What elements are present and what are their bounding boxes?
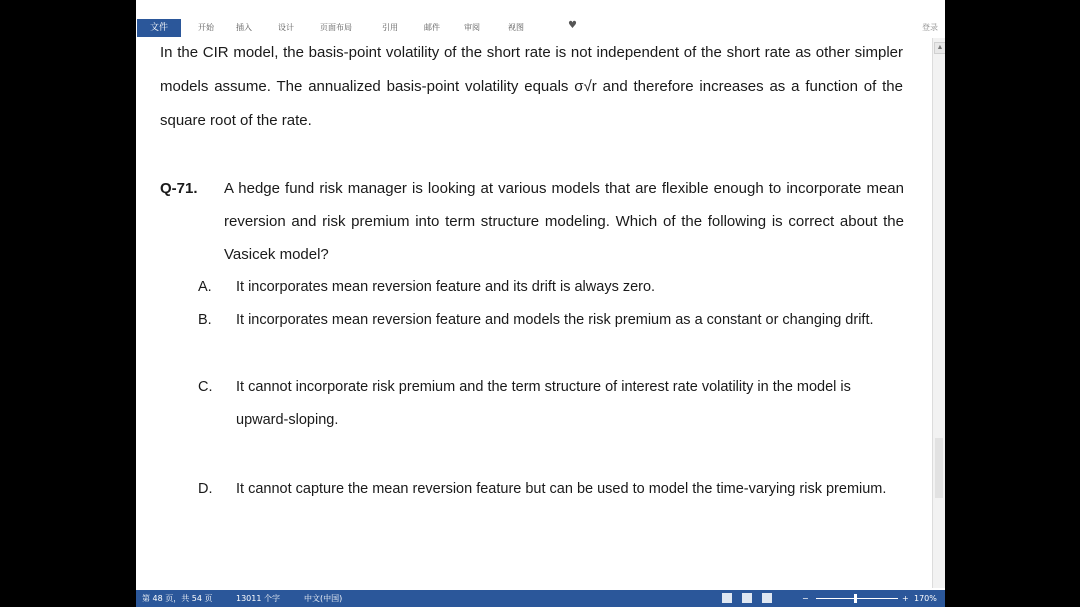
scroll-up-icon[interactable]: ▲ <box>934 42 945 54</box>
word-count[interactable]: 13011 个字 <box>236 594 280 603</box>
option-b-letter: B. <box>198 312 212 328</box>
zoom-slider[interactable] <box>816 598 898 599</box>
tell-me-icon[interactable]: ♥ <box>568 20 577 31</box>
question-text: A hedge fund risk manager is looking at various models that are flexible enough to incorporate mean reversion and risk premium into term structure modeling. Which of the following is correct about the Vasicek model? <box>224 180 904 263</box>
scrollbar-thumb[interactable] <box>935 438 943 498</box>
option-a-text: It incorporates mean reversion feature and its drift is always zero. <box>236 279 656 295</box>
tab-insert[interactable]: 插入 <box>236 23 252 32</box>
tab-view[interactable]: 视图 <box>508 23 524 32</box>
tab-layout[interactable]: 页面布局 <box>320 23 352 32</box>
zoom-level[interactable]: 170% <box>914 594 937 603</box>
zoom-out-icon[interactable]: − <box>802 594 809 603</box>
option-c-text: It cannot incorporate risk premium and the term structure of interest rate volatility in the model is upward-sloping. <box>236 379 851 428</box>
document-body <box>160 36 905 497</box>
status-bar <box>136 590 945 607</box>
tab-references[interactable]: 引用 <box>382 23 398 32</box>
language-indicator[interactable]: 中文(中国) <box>304 594 343 603</box>
option-b-text: It incorporates mean reversion feature and models the risk premium as a constant or changing drift. <box>236 312 874 328</box>
web-layout-icon[interactable] <box>762 593 772 603</box>
tab-mailings[interactable]: 邮件 <box>424 23 440 32</box>
zoom-in-icon[interactable]: + <box>902 594 909 603</box>
tab-design[interactable]: 设计 <box>278 23 294 32</box>
question-number: Q-71. <box>160 180 198 197</box>
intro-paragraph: In the CIR model, the basis-point volatility of the short rate is not independent of the short rate as other simpler models assume. The annualized basis-point volatility equals σ√r and therefore increases as a function of the square root of the rate. <box>160 44 903 129</box>
ribbon-tabs <box>136 18 945 38</box>
option-c-letter: C. <box>198 379 213 395</box>
read-mode-icon[interactable] <box>722 593 732 603</box>
option-a-letter: A. <box>198 279 212 295</box>
sign-in-link[interactable]: 登录 <box>922 23 938 32</box>
option-d-text: It cannot capture the mean reversion feature but can be used to model the time-varying risk premium. <box>236 481 887 497</box>
zoom-slider-thumb[interactable] <box>854 594 857 603</box>
print-layout-icon[interactable] <box>742 593 752 603</box>
tab-home[interactable]: 开始 <box>198 23 214 32</box>
option-d-letter: D. <box>198 481 213 497</box>
tab-review[interactable]: 审阅 <box>464 23 480 32</box>
page-count[interactable]: 第 48 页，共 54 页 <box>142 594 213 603</box>
tab-file[interactable]: 文件 <box>137 19 181 37</box>
vertical-scrollbar[interactable] <box>932 38 945 588</box>
